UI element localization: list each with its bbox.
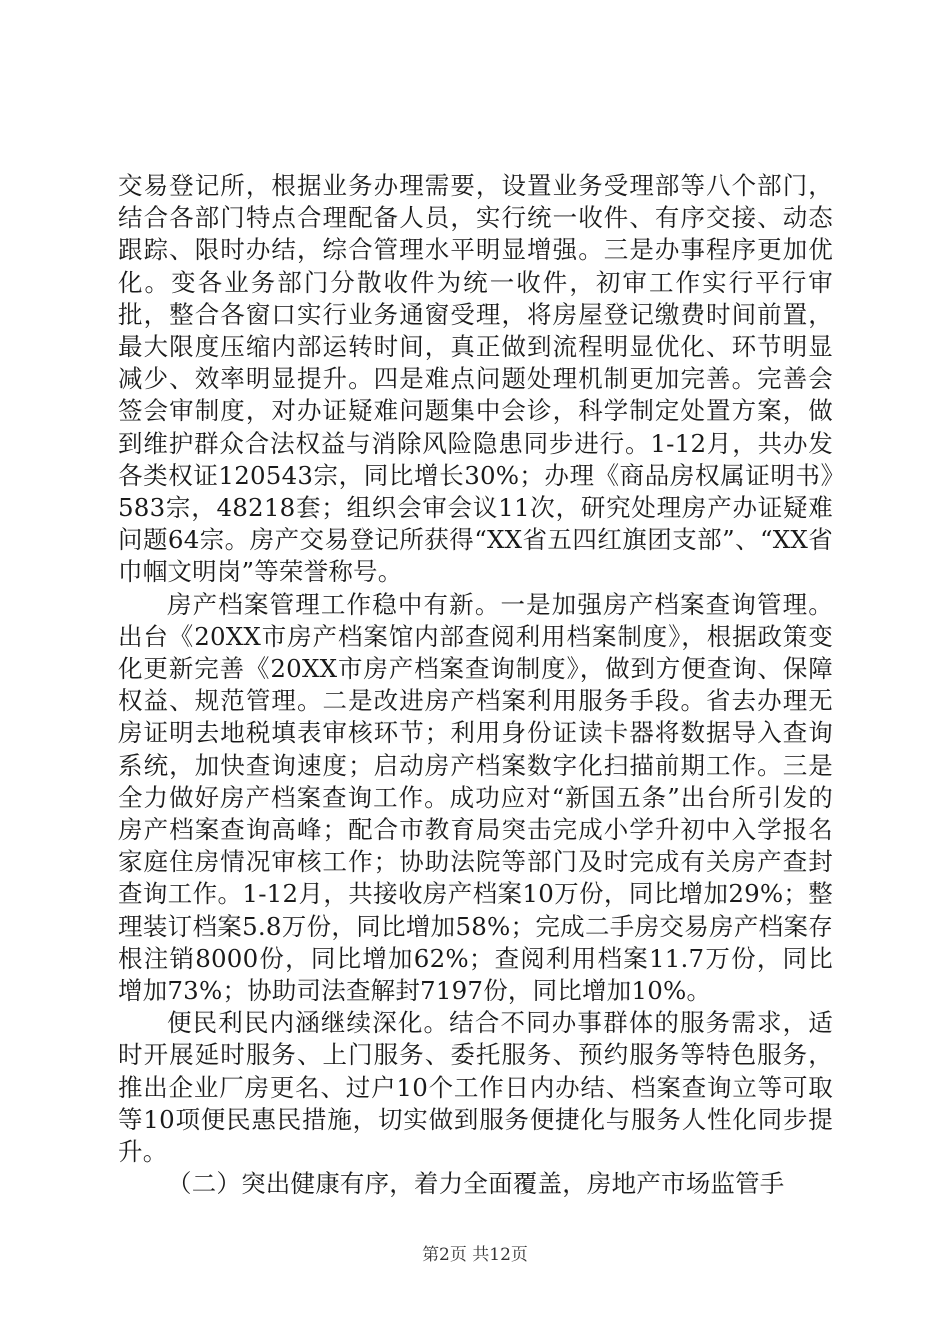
- paragraph-section-heading: （二）突出健康有序，着力全面覆盖，房地产市场监管手: [167, 1169, 785, 1199]
- page-footer: 第2页 共12页: [422, 1245, 528, 1265]
- paragraph-continuation: 交易登记所，根据业务办理需要，设置业务受理部等八个部门，结合各部门特点合理配备人员，实行统一收件、有序交接、动态跟踪、限时办结，综合管理水平明显增强。三是办事程序更加优化。变各业务部门分散收件为统一收件，初审工作实行平行审批，整合各窗口实行业务通窗受理，将房屋登记缴费时间前置，最大限度压缩内部运转时间，真正做到流程明显优化、环节明显减少、效率明显提升。四是难点问题处理机制更加完善。完善会签会审制度，对办证疑难问题集中会诊，科学制定处置方案，做到维护群众合法权益与消除风险隐患同步进行。1-12月，共办发各类权证120543宗，同比增长30%；办理《商品房权属证明书》583宗，48218套；组织会审会议11次，研究处理房产办证疑难问题64宗。房产交易登记所获得“XX省五四红旗团支部”、“XX省巾帼文明岗”等荣誉称号。: [118, 171, 833, 587]
- paragraph-convenience-services: 便民利民内涵继续深化。结合不同办事群体的服务需求，适时开展延时服务、上门服务、委托服务、预约服务等特色服务，推出企业厂房更名、过户10个工作日内办结、档案查询立等可取等10项便民惠民措施，切实做到服务便捷化与服务人性化同步提升。: [118, 1008, 833, 1167]
- paragraph-archive-management: 房产档案管理工作稳中有新。一是加强房产档案查询管理。出台《20XX市房产档案馆内部查阅利用档案制度》，根据政策变化更新完善《20XX市房产档案查询制度》，做到方便查询、保障权益、规范管理。二是改进房产档案利用服务手段。省去办理无房证明去地税填表审核环节；利用身份证读卡器将数据导入查询系统，加快查询速度；启动房产档案数字化扫描前期工作。三是全力做好房产档案查询工作。成功应对“新国五条”出台所引发的房产档案查询高峰；配合市教育局突击完成小学升初中入学报名家庭住房情况审核工作；协助法院等部门及时完成有关房产查封查询工作。1-12月，共接收房产档案10万份，同比增加29%；整理装订档案5.8万份，同比增加58%；完成二手房交易房产档案存根注销8000份，同比增加62%；查阅利用档案11.7万份，同比增加73%；协助司法查解封7197份，同比增加10%。: [118, 589, 833, 1006]
- document-body: [118, 170, 833, 1201]
